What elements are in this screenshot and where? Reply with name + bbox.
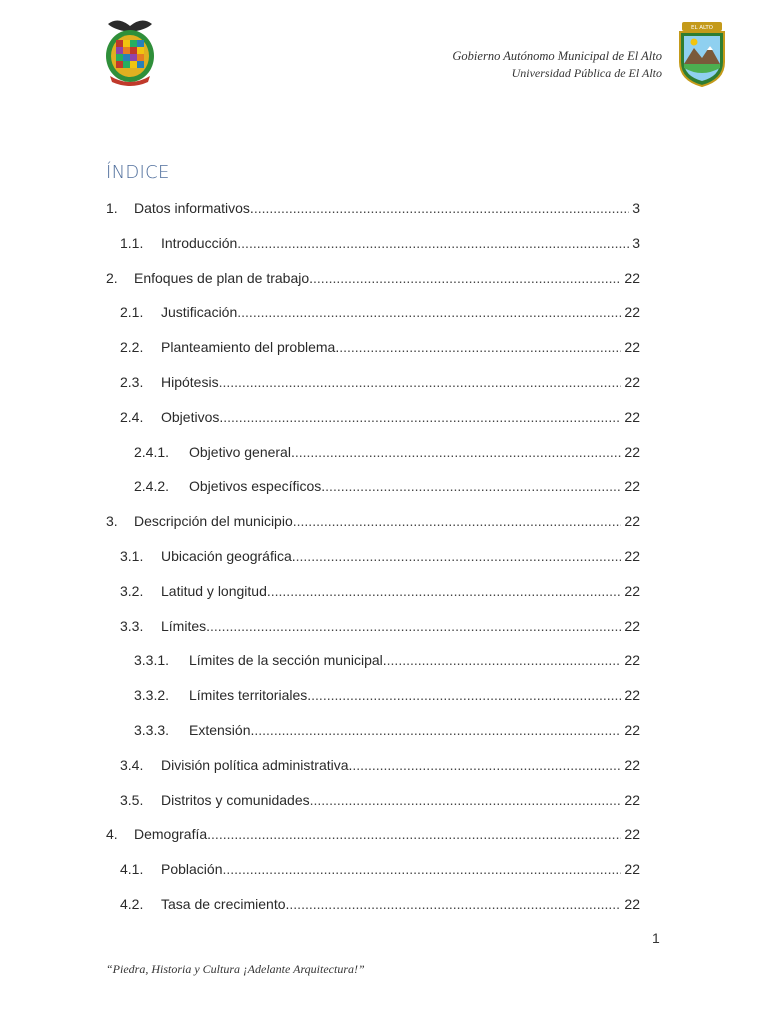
page-number: 1 [652, 930, 660, 946]
toc-dot-leader [352, 757, 621, 773]
toc-entry-label: Descripción del municipio [134, 513, 293, 530]
toc-entry-label: Justificación [161, 304, 238, 321]
index-title: ÍNDICE [106, 162, 170, 183]
toc-entry[interactable] [106, 304, 640, 339]
toc-entry-page: 22 [624, 478, 640, 495]
toc-entry-label: Distritos y comunidades [161, 791, 310, 808]
toc-entry[interactable] [106, 583, 640, 618]
toc-entry[interactable] [106, 200, 640, 235]
toc-entry[interactable] [106, 792, 640, 827]
toc-entry[interactable] [106, 548, 640, 583]
toc-entry-page: 22 [624, 687, 640, 704]
toc-entry-page: 22 [624, 826, 640, 843]
toc-entry-label: Límites. [161, 617, 211, 634]
toc-entry-number: 4.2. [120, 895, 144, 912]
toc-dot-leader [313, 270, 621, 286]
toc-entry-number: 3.5. [120, 791, 144, 808]
toc-entry-number: 2. [106, 269, 118, 286]
toc-entry-label: Tasa de crecimiento. [161, 895, 290, 912]
toc-dot-leader [211, 826, 621, 842]
toc-entry-number: 2.2. [120, 339, 144, 356]
toc-entry-page: 22 [624, 269, 640, 286]
toc-entry-number: 3. [106, 513, 118, 530]
toc-entry[interactable] [106, 826, 640, 861]
toc-entry-page: 22 [624, 791, 640, 808]
toc-entry-label: Datos informativos. [134, 200, 254, 216]
toc-entry-label: Demografía. [134, 826, 212, 843]
toc-entry-number: 3.4. [120, 756, 144, 773]
toc-entry-page: 22 [624, 373, 640, 390]
toc-entry[interactable] [106, 861, 640, 896]
toc-dot-leader [219, 374, 622, 390]
toc-entry-page: 22 [624, 408, 640, 425]
toc-entry-page: 22 [624, 756, 640, 773]
toc-entry-label: División política administrativa. [161, 756, 353, 773]
toc-entry-number: 3.1. [120, 547, 144, 564]
toc-entry-number: 3.3.1. [134, 652, 170, 669]
toc-entry-label: Latitud y longitud. [161, 582, 271, 599]
toc-dot-leader [223, 861, 622, 877]
toc-entry-number: 1.1. [120, 234, 144, 251]
toc-entry-number: 3.3.2. [134, 687, 170, 704]
toc-dot-leader [387, 652, 622, 668]
toc-entry-number: 2.4. [120, 408, 144, 425]
header-university: Universidad Pública de El Alto [511, 66, 662, 80]
toc-entry-number: 3.3.3. [134, 721, 170, 738]
toc-entry-page: 22 [624, 861, 640, 878]
toc-dot-leader [296, 548, 622, 564]
header-institution: Gobierno Autónomo Municipal de El Alto [452, 49, 662, 63]
toc-entry-label: Enfoques de plan de trabajo. [134, 269, 314, 286]
toc-entry-number: 2.3. [120, 373, 144, 390]
toc-entry-number: 2.4.1. [134, 443, 170, 460]
toc-entry[interactable] [106, 687, 640, 722]
toc-entry[interactable] [106, 235, 640, 270]
toc-entry-number: 4.1. [120, 861, 144, 878]
toc-dot-leader [295, 444, 622, 460]
toc-entry-page: 22 [624, 443, 640, 460]
toc-entry-page: 22 [624, 617, 640, 634]
toc-entry[interactable] [106, 652, 640, 687]
table-of-contents [106, 200, 640, 931]
toc-dot-leader [339, 339, 621, 355]
toc-entry-page: 22 [624, 513, 640, 530]
toc-entry-page: 22 [624, 895, 640, 912]
toc-entry-label: Objetivo general. [189, 443, 295, 460]
toc-entry[interactable] [106, 896, 640, 931]
toc-entry-label: Límites territoriales. [189, 687, 312, 704]
toc-entry-number: 2.4.2. [134, 478, 170, 495]
toc-entry[interactable] [106, 757, 640, 792]
toc-dot-leader [310, 792, 622, 808]
toc-entry-label: Población [161, 861, 223, 878]
toc-entry[interactable] [106, 409, 640, 444]
toc-entry-page: 22 [624, 582, 640, 599]
el-alto-seal-logo [674, 18, 730, 88]
footer-motto: “Piedra, Historia y Cultura ¡Adelante Arquitectura!” [106, 962, 365, 976]
toc-entry-page: 22 [624, 721, 640, 738]
toc-dot-leader [293, 513, 622, 529]
toc-entry[interactable] [106, 374, 640, 409]
toc-dot-leader [254, 200, 629, 216]
toc-entry-number: 3.2. [120, 582, 144, 599]
toc-entry-label: Objetivos. [161, 408, 224, 425]
toc-entry-page: 3 [632, 200, 640, 216]
toc-entry-page: 22 [624, 652, 640, 669]
toc-entry[interactable] [106, 513, 640, 548]
toc-entry-label: Ubicación geográfica. [161, 547, 296, 564]
toc-dot-leader [223, 409, 621, 425]
toc-entry[interactable] [106, 722, 640, 757]
toc-entry[interactable] [106, 339, 640, 374]
toc-entry-label: Introducción [161, 234, 238, 251]
toc-entry-page: 22 [624, 339, 640, 356]
toc-entry-number: 3.3. [120, 617, 144, 634]
seal-text: EL ALTO [690, 25, 714, 31]
toc-entry-number: 2.1. [120, 304, 144, 321]
toc-dot-leader [311, 687, 621, 703]
toc-entry-label: Límites de la sección municipal. [189, 652, 387, 669]
toc-dot-leader [271, 583, 622, 599]
toc-entry[interactable] [106, 444, 640, 479]
toc-entry-label: Objetivos específicos. [189, 478, 326, 495]
toc-entry-page: 22 [624, 304, 640, 321]
toc-dot-leader [237, 304, 621, 320]
toc-entry[interactable] [106, 270, 640, 305]
toc-entry[interactable] [106, 618, 640, 653]
toc-dot-leader [237, 235, 629, 251]
toc-entry-page: 3 [632, 234, 640, 251]
header [452, 48, 662, 82]
toc-entry-label: Hipótesis [161, 373, 219, 390]
toc-dot-leader [254, 722, 621, 738]
toc-entry-label: Extensión. [189, 721, 255, 738]
toc-entry-page: 22 [624, 547, 640, 564]
toc-dot-leader [210, 618, 621, 634]
toc-dot-leader [289, 896, 621, 912]
toc-dot-leader [325, 478, 621, 494]
toc-entry-number: 1. [106, 200, 118, 216]
coat-of-arms-logo [100, 16, 160, 86]
toc-entry[interactable] [106, 478, 640, 513]
toc-entry-number: 4. [106, 826, 118, 843]
toc-entry-label: Planteamiento del problema. [161, 339, 340, 356]
